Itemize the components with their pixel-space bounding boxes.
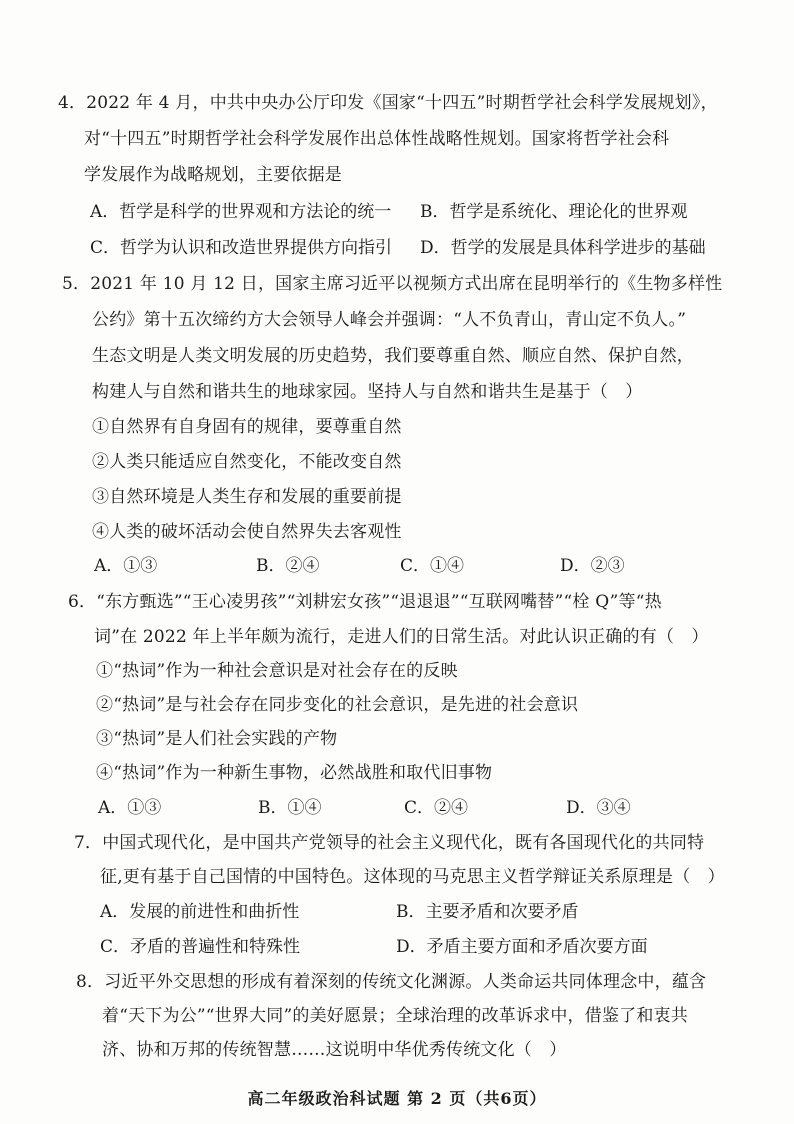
q6-statement-1: ①“热词”作为一种社会意识是对社会存在的反映 xyxy=(96,661,458,681)
q4-line-3: 学发展作为战略规划，主要依据是 xyxy=(84,165,342,185)
q8-line-1: 8．习近平外交思想的形成有着深刻的传统文化渊源。人类命运共同体理念中，蕴含 xyxy=(76,972,707,992)
q6-option-d: D．③④ xyxy=(566,798,631,818)
q5-statement-2: ②人类只能适应自然变化，不能改变自然 xyxy=(92,452,402,472)
q5-option-d: D．②③ xyxy=(560,556,625,576)
q6-statement-3: ③“热词”是人们社会实践的产物 xyxy=(96,729,338,749)
q5-option-b: B．②④ xyxy=(256,556,320,576)
q5-line-2: 公约》第十五次缔约方大会领导人峰会并强调：“人不负青山，青山定不负人。” xyxy=(92,310,687,330)
q4-option-c: C．哲学为认识和改造世界提供方向指引 xyxy=(90,238,393,258)
q6-statement-4: ④“热词”作为一种新生事物，必然战胜和取代旧事物 xyxy=(96,763,493,783)
q5-statement-3: ③自然环境是人类生存和发展的重要前提 xyxy=(92,487,402,507)
q6-option-a: A．①③ xyxy=(98,798,162,818)
q5-statement-4: ④人类的破坏活动会使自然界失去客观性 xyxy=(92,522,402,542)
q7-line-1: 7．中国式现代化，是中国共产党领导的社会主义现代化，既有各国现代化的共同特 xyxy=(74,833,705,853)
q7-option-a: A．发展的前进性和曲折性 xyxy=(100,902,300,922)
q4-option-d: D．哲学的发展是具体科学进步的基础 xyxy=(420,238,706,258)
q6-option-c: C．②④ xyxy=(404,798,469,818)
q8-line-2: 着“天下为公”“世界大同”的美好愿景；全球治理的改革诉求中，借鉴了和衷共 xyxy=(102,1006,688,1026)
q4-line-2: 对“十四五”时期哲学社会科学发展作出总体性战略性规划。国家将哲学社会科 xyxy=(84,129,670,149)
page-footer: 高二年级政治科试题 第 2 页（共6页） xyxy=(247,1089,547,1108)
q6-line-2: 词”在 2022 年上半年颇为流行，走进人们的日常生活。对此认识正确的有（ ） xyxy=(94,627,709,647)
q6-statement-2: ②“热词”是与社会存在同步变化的社会意识，是先进的社会意识 xyxy=(96,695,579,715)
q4-option-b: B．哲学是系统化、理论化的世界观 xyxy=(420,202,688,222)
q7-option-b: B．主要矛盾和次要矛盾 xyxy=(396,902,579,922)
q7-option-d: D．矛盾主要方面和矛盾次要方面 xyxy=(396,937,648,957)
q7-option-c: C．矛盾的普遍性和特殊性 xyxy=(100,937,301,957)
q4-option-a: A．哲学是科学的世界观和方法论的统一 xyxy=(90,202,392,222)
q5-option-a: A．①③ xyxy=(94,556,158,576)
q5-line-4: 构建人与自然和谐共生的地球家园。坚持人与自然和谐共生是基于（ ） xyxy=(92,382,643,402)
q6-option-b: B．①④ xyxy=(258,798,322,818)
q7-line-2: 征,更有基于自己国情的中国特色。这体现的马克思主义哲学辩证关系原理是（ ） xyxy=(100,867,725,887)
q5-statement-1: ①自然界有自身固有的规律，要尊重自然 xyxy=(92,417,402,437)
q5-option-c: C．①④ xyxy=(400,556,465,576)
q5-line-1: 5．2021 年 10 月 12 日，国家主席习近平以视频方式出席在昆明举行的《生物多样性 xyxy=(62,274,723,294)
q6-line-1: 6．“东方甄选”“王心凌男孩”“刘耕宏女孩”“退退退”“互联网嘴替”“栓 Q”等“热 xyxy=(68,592,662,612)
q4-line-1: 4．2022 年 4 月，中共中央办公厅印发《国家“十四五”时期哲学社会科学发展规划》， xyxy=(58,93,718,113)
q5-line-3: 生态文明是人类文明发展的历史趋势，我们要尊重自然、顺应自然、保护自然， xyxy=(92,346,694,366)
q8-line-3: 济、协和万邦的传统智慧……这说明中华优秀传统文化（ ） xyxy=(102,1040,567,1060)
